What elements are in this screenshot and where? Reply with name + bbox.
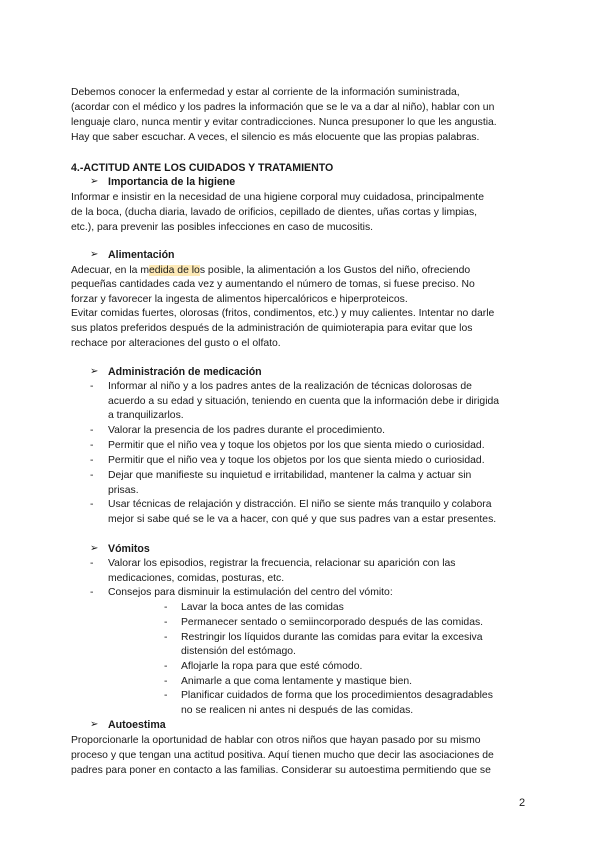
list-item: Valorar los episodios, registrar la frecuencia, relacionar su aparición con las — [108, 558, 456, 569]
paragraph-line: proceso y que tengan una actitud positiva. Aquí tienen mucho que decir las asociaciones de — [71, 750, 494, 761]
dash-bullet: - — [164, 690, 168, 701]
sub-list-item: Lavar la boca antes de las comidas — [181, 602, 344, 613]
sub-list-item: Animarle a que coma lentamente y mastique bien. — [181, 676, 413, 687]
section-title: 4.-ACTITUD ANTE LOS CUIDADOS Y TRATAMIENTO — [71, 162, 334, 174]
list-item: Consejos para disminuir la estimulación del centro del vómito: — [108, 587, 393, 598]
sub-list-item-continuation: distensión del estómago. — [181, 646, 296, 657]
page-number: 2 — [519, 797, 526, 809]
paragraph-line: etc.), para prevenir las posibles infecciones en caso de mucositis. — [71, 222, 374, 233]
subheading-medicacion: Administración de medicación — [108, 366, 262, 378]
sub-list-item: Permanecer sentado o semiincorporado después de las comidas. — [181, 617, 484, 628]
list-item: Permitir que el niño vea y toque los objetos por los que sienta miedo o curiosidad. — [108, 455, 485, 466]
dash-bullet: - — [90, 425, 94, 436]
paragraph-line: Evitar comidas fuertes, olorosas (fritos, condimentos, etc.) y muy calientes. Intentar no darle — [71, 308, 495, 319]
dash-bullet: - — [90, 440, 94, 451]
list-item: Usar técnicas de relajación y distracción. El niño se siente más tranquilo y colabora — [108, 499, 492, 510]
arrow-bullet-icon: ➢ — [90, 176, 99, 187]
paragraph-line: padres para poner en contacto a las familias. Considerar su autoestima permitiendo que se — [71, 765, 491, 776]
arrow-bullet-icon: ➢ — [90, 719, 99, 730]
subheading-alimentacion: Alimentación — [108, 249, 175, 261]
paragraph-line: sus platos preferidos después de la administración de quimioterapia para evitar que los — [71, 323, 473, 334]
paragraph-line — [71, 264, 541, 278]
dash-bullet: - — [164, 602, 168, 613]
intro-line: (acordar con el médico y los padres la información que se le va a dar al niño), hablar con un — [71, 102, 495, 113]
arrow-bullet-icon: ➢ — [90, 366, 99, 377]
paragraph-line: de la boca, (ducha diaria, lavado de orificios, cepillado de dientes, uñas cortas y limpias, — [71, 207, 478, 218]
sub-list-item-continuation: no se realicen ni antes ni después de las comidas. — [181, 705, 414, 716]
subheading-higiene: Importancia de la higiene — [108, 176, 236, 188]
sub-list-item: Planificar cuidados de forma que los procedimientos desagradables — [181, 690, 493, 701]
subheading-autoestima: Autoestima — [108, 719, 166, 731]
list-item: Permitir que el niño vea y toque los objetos por los que sienta miedo o curiosidad. — [108, 440, 485, 451]
list-item: Informar al niño y a los padres antes de la realización de técnicas dolorosas de — [108, 381, 472, 392]
paragraph-line: forzar y favorecer la ingesta de alimentos hipercalóricos e hiperproteicos. — [71, 294, 408, 305]
dash-bullet: - — [90, 381, 94, 392]
dash-bullet: - — [164, 661, 168, 672]
list-item-continuation: a tranquilizarlos. — [108, 410, 184, 421]
dash-bullet: - — [90, 587, 94, 598]
list-item: Valorar la presencia de los padres durante el procedimiento. — [108, 425, 386, 436]
text-segment: Adecuar, en la m — [71, 265, 149, 276]
list-item-continuation: acuerdo a su edad y situación, teniendo en cuenta que la información debe ir dirigida — [108, 396, 500, 407]
dash-bullet: - — [90, 558, 94, 569]
dash-bullet: - — [90, 455, 94, 466]
paragraph-line: pequeñas cantidades cada vez y aumentando el número de tomas, si fuese preciso. No — [71, 279, 475, 290]
list-item: Dejar que manifieste su inquietud e irritabilidad, mantener la calma y actuar sin — [108, 470, 472, 481]
paragraph-line: Proporcionarle la oportunidad de hablar con otros niños que hayan pasado por su mismo — [71, 735, 481, 746]
subheading-vomitos: Vómitos — [108, 543, 150, 555]
intro-line: Debemos conocer la enfermedad y estar al corriente de la información suministrada, — [71, 87, 460, 98]
sub-list-item: Restringir los líquidos durante las comidas para evitar la excesiva — [181, 632, 483, 643]
list-item-continuation: prisas. — [108, 485, 139, 496]
dash-bullet: - — [90, 470, 94, 481]
arrow-bullet-icon: ➢ — [90, 249, 99, 260]
dash-bullet: - — [164, 676, 168, 687]
dash-bullet: - — [90, 499, 94, 510]
text-segment: s posible, la alimentación a los Gustos del niño, ofreciendo — [199, 265, 471, 276]
highlighted-text: edida de lo — [148, 265, 200, 276]
intro-line: lenguaje claro, nunca mentir y evitar contradicciones. Nunca presuponer lo que les angustia. — [71, 117, 497, 128]
arrow-bullet-icon: ➢ — [90, 543, 99, 554]
list-item-continuation: medicaciones, comidas, posturas, etc. — [108, 573, 285, 584]
list-item-continuation: mejor si sabe qué se le va a hacer, con qué y que sus padres van a estar presentes. — [108, 514, 497, 525]
dash-bullet: - — [164, 632, 168, 643]
paragraph-line: rechace por alteraciones del gusto o el olfato. — [71, 338, 281, 349]
dash-bullet: - — [164, 617, 168, 628]
sub-list-item: Aflojarle la ropa para que esté cómodo. — [181, 661, 363, 672]
paragraph-line: Informar e insistir en la necesidad de una higiene corporal muy cuidadosa, principalmente — [71, 192, 484, 203]
intro-line: Hay que saber escuchar. A veces, el silencio es más elocuente que las propias palabras. — [71, 132, 480, 143]
